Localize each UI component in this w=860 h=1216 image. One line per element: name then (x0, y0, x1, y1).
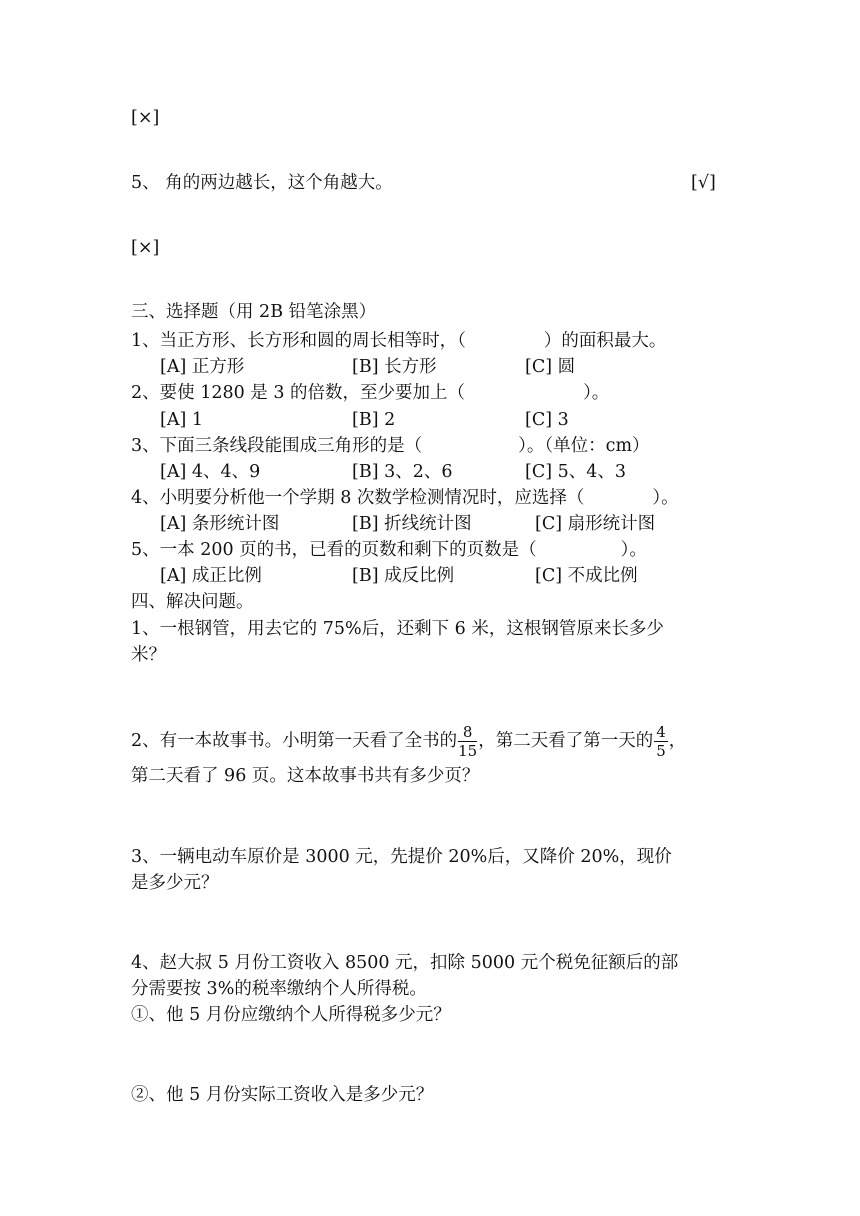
check-mark: [√] (691, 173, 716, 193)
option-5a: [A] 成正比例 (160, 566, 262, 586)
option-2c: [C] 3 (525, 410, 569, 430)
option-5c: [C] 不成比例 (535, 566, 638, 586)
option-1c: [C] 圆 (525, 357, 576, 377)
fraction-numerator: 8 (458, 723, 477, 742)
question-text-end: ）。 (620, 540, 647, 560)
choice-question-2 (131, 381, 609, 405)
solve-q1-line1: 1、一根钢管，用去它的 75%后，还剩下 6 米，这根钢管原来长多少 (131, 619, 664, 639)
question-text-end: ）的面积最大。 (543, 331, 667, 351)
choice-question-5 (131, 538, 647, 562)
choice-question-1 (131, 329, 666, 353)
solve-q1-line2: 米？ (131, 645, 166, 665)
fraction-numerator: 4 (656, 723, 666, 741)
option-4a: [A] 条形统计图 (160, 514, 280, 534)
section-solve-heading: 四、解决问题。 (131, 592, 254, 612)
fraction-4-5 (654, 723, 668, 760)
option-1b: [B] 长方形 (352, 357, 437, 377)
question-text: 5、一本 200 页的书，已看的页数和剩下的页数是（ (131, 540, 537, 560)
option-2b: [B] 2 (352, 410, 396, 430)
option-4c: [C] 扇形统计图 (535, 514, 656, 534)
question-text: 2、有一本故事书。小明第一天看了全书的 (131, 731, 458, 751)
fraction-denominator: 15 (458, 742, 478, 760)
question-text-end: ）。（单位：cm） (518, 436, 650, 456)
solve-q2-line2: 第二天看了 96 页。这本故事书共有多少页？ (131, 766, 480, 786)
solve-q4-sub1: ①、他 5 月份应缴纳个人所得税多少元？ (131, 1005, 451, 1025)
option-5b: [B] 成反比例 (352, 566, 455, 586)
solve-q4-line2: 分需要按 3%的税率缴纳个人所得税。 (131, 979, 427, 999)
cross-mark-2: [×] (131, 238, 160, 258)
solve-q3-line1: 3、一辆电动车原价是 3000 元，先提价 20%后，又降价 20%，现价 (131, 847, 672, 867)
question-text-end: ）。 (652, 488, 679, 508)
option-3b: [B] 3、2、6 (352, 462, 453, 482)
fraction-denominator: 5 (656, 742, 666, 760)
cross-mark-1: [×] (131, 108, 160, 128)
choice-question-3 (131, 434, 650, 458)
question-text: 4、小明要分析他一个学期 8 次数学检测情况时，应选择（ (131, 488, 585, 508)
question-text: 1、当正方形、长方形和圆的周长相等时，（ (131, 331, 466, 351)
question-text: 3、下面三条线段能围成三角形的是（ (131, 436, 423, 456)
section-choice-heading: 三、选择题（用 2B 铅笔涂黑） (131, 302, 377, 322)
solve-q3-line2: 是多少元？ (131, 873, 219, 893)
solve-q4-sub2: ②、他 5 月份实际工资收入是多少元？ (131, 1085, 434, 1105)
option-3a: [A] 4、4、9 (160, 462, 261, 482)
question-text: ， (668, 731, 687, 751)
option-4b: [B] 折线统计图 (352, 514, 472, 534)
solve-q2-line1 (131, 718, 686, 764)
option-1a: [A] 正方形 (160, 357, 245, 377)
question-text: 2、要使 1280 是 3 的倍数，至少要加上（ (131, 383, 466, 403)
question-text: ，第二天看了第一天的 (478, 731, 654, 751)
option-2a: [A] 1 (160, 410, 203, 430)
judge-item-5: 5、 角的两边越长，这个角越大。 (131, 173, 393, 193)
solve-q4-line1: 4、赵大叔 5 月份工资收入 8500 元，扣除 5000 元个税免征额后的部 (131, 953, 679, 973)
option-3c: [C] 5、4、3 (525, 462, 627, 482)
choice-question-4 (131, 486, 679, 510)
fraction-8-15 (458, 723, 477, 760)
question-text-end: ）。 (583, 383, 610, 403)
